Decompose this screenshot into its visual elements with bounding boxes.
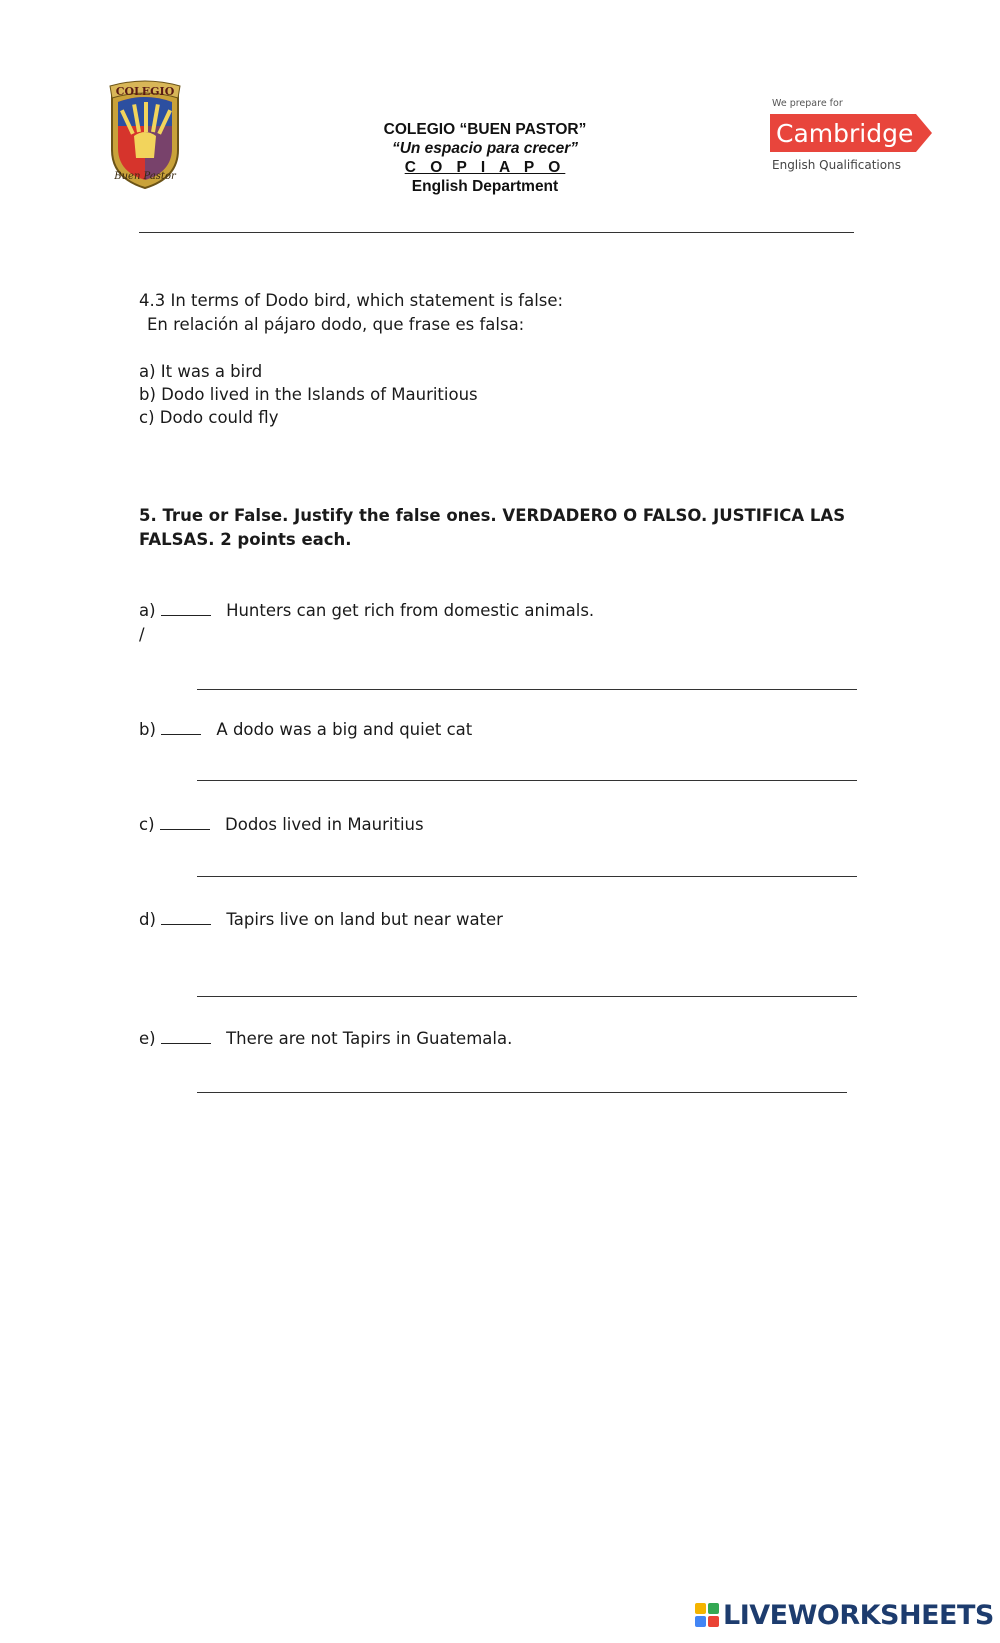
tf-item-letter: c): [139, 815, 155, 834]
tf-item-statement: There are not Tapirs in Guatemala.: [226, 1029, 513, 1048]
justification-line-d[interactable]: [197, 996, 857, 997]
tf-answer-blank-a[interactable]: [161, 601, 211, 616]
liveworksheets-brand: LIVEWORKSHEETS: [723, 1599, 994, 1631]
question-4-3-option-b[interactable]: b) Dodo lived in the Islands of Mauritious: [139, 385, 478, 404]
tf-item-statement: Tapirs live on land but near water: [226, 910, 503, 929]
tf-item-letter: b): [139, 720, 156, 739]
header-divider: [139, 232, 854, 233]
tf-item-letter: e): [139, 1029, 156, 1048]
tf-answer-blank-d[interactable]: [161, 910, 211, 925]
crest-top-text: COLEGIO: [115, 85, 175, 98]
justification-line-b[interactable]: [197, 780, 857, 781]
tf-answer-blank-e[interactable]: [161, 1029, 211, 1044]
justification-line-e[interactable]: [197, 1092, 847, 1093]
tf-item-d: [139, 910, 503, 929]
tf-item-statement: Dodos lived in Mauritius: [225, 815, 424, 834]
stray-mark: /: [139, 625, 145, 644]
school-motto: “Un espacio para crecer”: [391, 140, 579, 157]
tf-item-letter: d): [139, 910, 156, 929]
school-crest-logo: [106, 80, 184, 192]
tf-item-statement: A dodo was a big and quiet cat: [216, 720, 473, 739]
cambridge-suffix: English Qualifications: [772, 158, 901, 172]
liveworksheets-grid-icon: [695, 1603, 719, 1627]
question-4-3-prompt: 4.3 In terms of Dodo bird, which statement is false:: [139, 291, 564, 310]
department-name: English Department: [411, 178, 559, 195]
liveworksheets-logo[interactable]: [695, 1600, 994, 1630]
question-4-3-prompt-spanish: En relación al pájaro dodo, que frase es falsa:: [147, 315, 525, 334]
cambridge-brand: Cambridge: [776, 119, 914, 148]
cambridge-prefix: We prepare for: [772, 98, 843, 109]
tf-answer-blank-b[interactable]: [161, 720, 201, 735]
tf-item-a: [139, 601, 594, 620]
question-4-3-option-a[interactable]: a) It was a bird: [139, 362, 263, 381]
tf-item-e: [139, 1029, 512, 1048]
tf-answer-blank-c[interactable]: [160, 815, 210, 830]
question-5-title: 5. True or False. Justify the false ones. VERDADERO O FALSO. JUSTIFICA LAS FALSAS. 2 points each.: [139, 506, 846, 549]
justification-line-c[interactable]: [197, 876, 857, 877]
cambridge-logo: [770, 96, 940, 178]
question-4-3-option-c[interactable]: c) Dodo could fly: [139, 408, 279, 427]
crest-bottom-text: Buen Pastor: [114, 171, 176, 182]
tf-item-letter: a): [139, 601, 156, 620]
school-city: C O P I A P O: [404, 159, 566, 176]
school-name: COLEGIO “BUEN PASTOR”: [383, 121, 587, 138]
justification-line-a[interactable]: [197, 689, 857, 690]
tf-item-b: [139, 720, 472, 739]
tf-item-c: [139, 815, 424, 834]
school-header: [330, 120, 640, 196]
tf-item-statement: Hunters can get rich from domestic animals.: [226, 601, 595, 620]
